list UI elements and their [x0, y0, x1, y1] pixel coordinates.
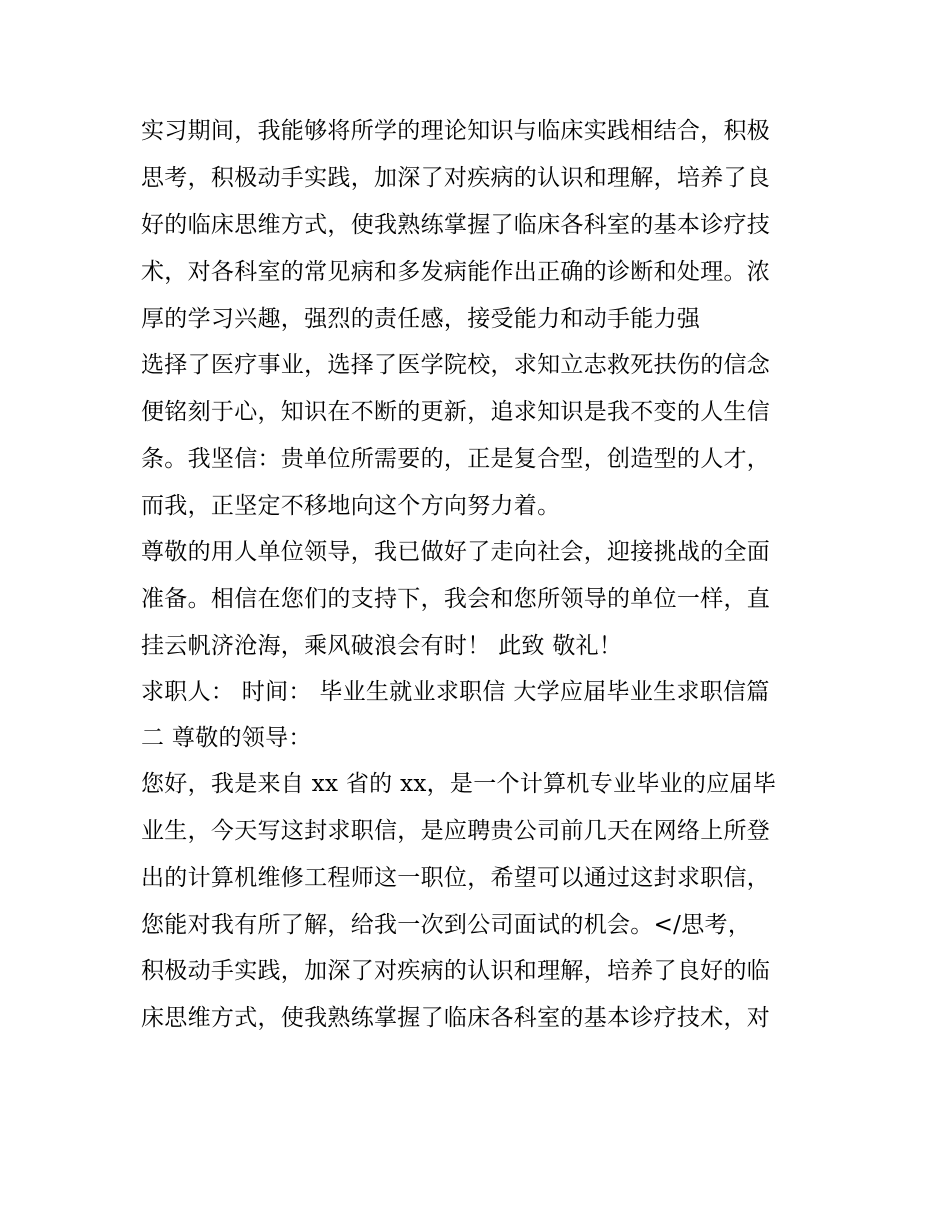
text-line: 思考，积极动手实践，加深了对疾病的认识和理解，培养了良: [141, 165, 771, 191]
text-line: 而我，正坚定不移地向这个方向努力着。: [141, 493, 561, 519]
text-line: 求职人： 时间： 毕业生就业求职信 大学应届毕业生求职信篇: [141, 679, 770, 705]
text-line: 准备。相信在您们的支持下，我会和您所领导的单位一样，直: [141, 586, 771, 612]
text-line: 业生，今天写这封求职信，是应聘贵公司前几天在网络上所登: [141, 818, 771, 844]
text-line: 积极动手实践，加深了对疾病的认识和理解，培养了良好的临: [141, 958, 771, 984]
text-line: 您好，我是来自 xx 省的 xx，是一个计算机专业毕业的应届毕: [141, 771, 777, 797]
text-line: 尊敬的用人单位领导，我已做好了走向社会，迎接挑战的全面: [141, 539, 771, 565]
text-line: 您能对我有所了解，给我一次到公司面试的机会。</思考，: [141, 912, 752, 938]
document-body: [141, 108, 817, 1042]
text-line: 二 尊敬的领导：: [141, 725, 312, 751]
text-line: 好的临床思维方式，使我熟练掌握了临床各科室的基本诊疗技: [141, 212, 771, 238]
text-line: 术，对各科室的常见病和多发病能作出正确的诊断和处理。浓: [141, 259, 771, 285]
text-line: 挂云帆济沧海，乘风破浪会有时！ 此致 敬礼！: [141, 633, 623, 659]
text-line: 便铭刻于心，知识在不断的更新，追求知识是我不变的人生信: [141, 399, 771, 425]
text-line: 出的计算机维修工程师这一职位，希望可以通过这封求职信，: [141, 865, 771, 891]
text-line: 选择了医疗事业，选择了医学院校，求知立志救死扶伤的信念: [141, 352, 771, 378]
text-line: 实习期间，我能够将所学的理论知识与临床实践相结合，积极: [141, 118, 771, 144]
text-line: 床思维方式，使我熟练掌握了临床各科室的基本诊疗技术，对: [141, 1005, 771, 1031]
text-line: 条。我坚信：贵单位所需要的，正是复合型，创造型的人才，: [141, 446, 771, 472]
text-line: 厚的学习兴趣，强烈的责任感，接受能力和动手能力强: [141, 306, 701, 332]
